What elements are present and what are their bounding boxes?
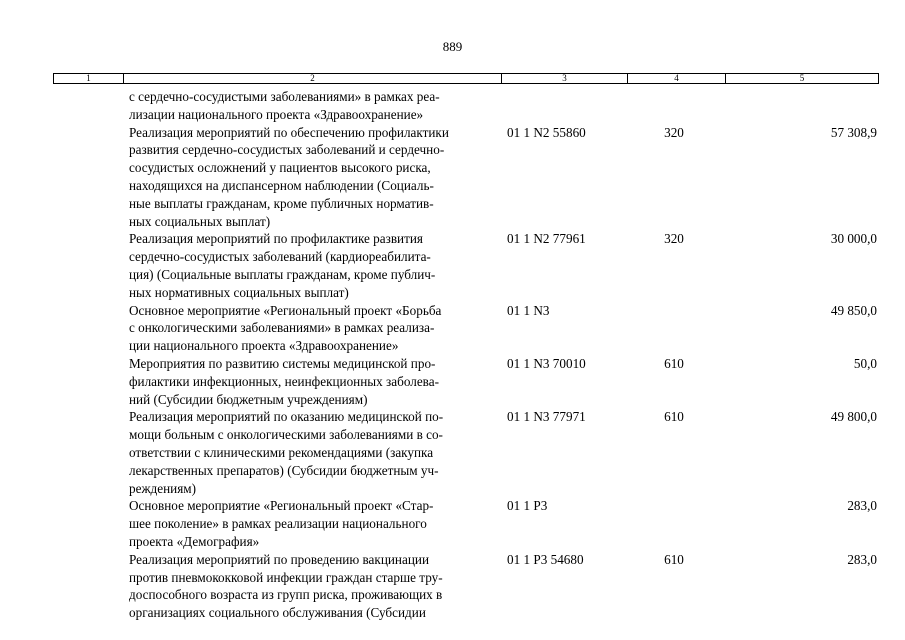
header-col-5: 5 (725, 74, 878, 83)
row-code: 01 1 P3 54680 (507, 551, 584, 567)
row-expense-type: 610 (664, 355, 684, 371)
description-line: мощи больным с онкологическими заболеваниями в со- (129, 427, 443, 443)
description-line: ция) (Социальные выплаты гражданам, кроме публич- (129, 266, 436, 282)
table-row (53, 497, 879, 550)
table-row (53, 124, 879, 231)
table-header-row (53, 73, 879, 84)
description-line: организациях социального обслуживания (Субсидии (129, 605, 426, 621)
header-col-2: 2 (123, 74, 501, 83)
row-code: 01 1 N3 70010 (507, 355, 586, 371)
row-code: 01 1 P3 (507, 498, 548, 514)
header-col-4: 4 (627, 74, 725, 83)
row-amount: 283,0 (847, 551, 877, 567)
row-amount: 49 850,0 (830, 302, 877, 318)
description-line: сердечно-сосудистых заболеваний (кардиореабилита- (129, 249, 431, 265)
row-amount: 30 000,0 (830, 231, 877, 247)
description-line: Мероприятия по развитию системы медицинской про- (129, 355, 436, 371)
description-line: лизации национального проекта «Здравоохранение» (129, 106, 424, 122)
row-amount: 57 308,9 (830, 124, 877, 140)
description-line: проекта «Демография» (129, 533, 260, 549)
description-line: Основное мероприятие «Региональный проект «Стар- (129, 498, 434, 514)
description-line: ных социальных выплат) (129, 213, 271, 229)
description-line: Реализация мероприятий по оказанию медицинской по- (129, 409, 444, 425)
description-line: с онкологическими заболеваниями» в рамках реализа- (129, 320, 435, 336)
description-line: с сердечно-сосудистыми заболеваниями» в рамках реа- (129, 89, 440, 104)
row-code: 01 1 N2 55860 (507, 124, 586, 140)
row-description (129, 355, 493, 408)
description-line: ных нормативных социальных выплат) (129, 284, 349, 300)
description-line: шее поколение» в рамках реализации национального (129, 516, 427, 532)
description-line: доспособного возраста из групп риска, проживающих в (129, 587, 443, 603)
table-row (53, 302, 879, 355)
description-line: находящихся на диспансерном наблюдении (Социаль- (129, 177, 434, 193)
description-line: реждениям) (129, 480, 197, 496)
row-amount: 50,0 (853, 355, 877, 371)
table-row (53, 88, 879, 124)
header-col-3: 3 (501, 74, 627, 83)
table-row (53, 230, 879, 301)
description-line: Реализация мероприятий по проведению вакцинации (129, 551, 430, 567)
row-code: 01 1 N3 (507, 302, 550, 318)
table-body (53, 88, 879, 622)
row-code: 01 1 N3 77971 (507, 409, 586, 425)
description-line: ний (Субсидии бюджетным учреждениям) (129, 391, 368, 407)
description-line: Реализация мероприятий по профилактике развития (129, 231, 423, 247)
row-expense-type: 610 (664, 409, 684, 425)
row-amount: 49 800,0 (830, 409, 877, 425)
table-row (53, 355, 879, 408)
description-line: Реализация мероприятий по обеспечению профилактики (129, 124, 449, 140)
row-expense-type: 320 (664, 231, 684, 247)
row-amount: 283,0 (847, 498, 877, 514)
row-description (129, 88, 493, 124)
description-line: Основное мероприятие «Региональный проект «Борьба (129, 302, 442, 318)
description-line: против пневмококковой инфекции граждан старше тру- (129, 569, 443, 585)
description-line: филактики инфекционных, неинфекционных заболева- (129, 373, 439, 389)
row-description (129, 124, 493, 231)
header-col-1: 1 (86, 73, 91, 83)
description-line: развития сердечно-сосудистых заболеваний и сердечно- (129, 142, 445, 158)
row-description (129, 551, 493, 622)
row-description (129, 497, 493, 550)
page-number: 889 (442, 39, 463, 54)
row-description (129, 302, 493, 355)
row-expense-type: 320 (664, 124, 684, 140)
row-description (129, 230, 493, 301)
description-line: лекарственных препаратов) (Субсидии бюджетным уч- (129, 462, 439, 478)
row-code: 01 1 N2 77961 (507, 231, 586, 247)
table-row (53, 408, 879, 497)
row-description (129, 408, 493, 497)
table-row (53, 551, 879, 622)
description-line: ответствии с клиническими рекомендациями (закупка (129, 444, 434, 460)
description-line: ции национального проекта «Здравоохранение» (129, 338, 399, 354)
row-expense-type: 610 (664, 551, 684, 567)
description-line: ные выплаты гражданам, кроме публичных норматив- (129, 195, 434, 211)
description-line: сосудистых осложнений у пациентов высокого риска, (129, 160, 431, 176)
